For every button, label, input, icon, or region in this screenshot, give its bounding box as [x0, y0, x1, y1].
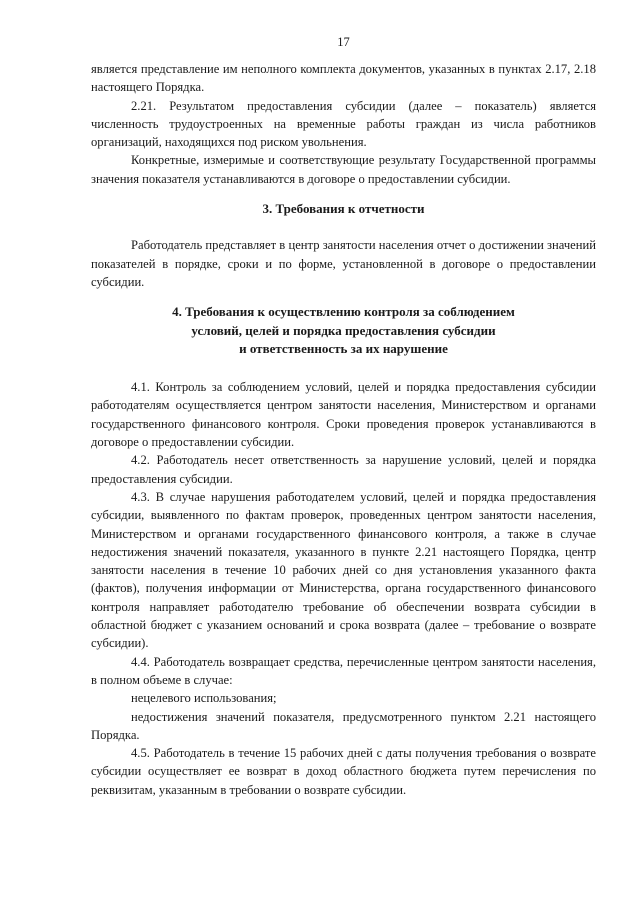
section-4-heading — [91, 303, 596, 358]
section-3-heading: 3. Требования к отчетности — [262, 201, 425, 217]
section-4-heading-line: и ответственность за их нарушение — [239, 340, 448, 356]
section-4-heading-line: условий, целей и порядка предоставления субсидии — [191, 322, 496, 338]
paragraph-reporting: Работодатель представляет в центр занятости населения отчет о достижении значений показателей в порядке, сроки и по форме, установленной в договоре о предоставлении субсидии. — [91, 238, 596, 289]
paragraph-4-3: 4.3. В случае нарушения работодателем условий, целей и порядка предоставления субсидии, выявленного по фактам проверок, проведенных центром занятости населения, Министерством и органами государственного финансового контроля, а также в случае недостижения значений показателя, указанного в пункте 2.21 настоящего Порядка, центр занятости населения в течение 10 рабочих дней со дня установления указанного факта (фактов), получения информации от Министерства, органа государственного финансового контроля направляет работодателю требование об обеспечении возврата субсидии в областной бюджет с указанием оснований и срока возврата (далее – требование о возврате субсидии). — [91, 489, 596, 651]
paragraph-4-1: 4.1. Контроль за соблюдением условий, целей и порядка предоставления субсидии работодателям осуществляется центром занятости населения, Министерством и органами государственного финансового контроля. Сроки проведения проверок устанавливаются в договоре о предоставлении субсидии. — [91, 380, 596, 450]
paragraph-4-4-item-indicator: недостижения значений показателя, предусмотренного пунктом 2.21 настоящего Порядка. — [91, 709, 596, 742]
document-page — [91, 34, 596, 799]
paragraph-4-5: 4.5. Работодатель в течение 15 рабочих дней с даты получения требования о возврате субсидии осуществляет ее возврат в доход областного бюджета путем перечисления по реквизитам, указанным в требовании о возврате субсидии. — [91, 746, 596, 797]
paragraph-4-2: 4.2. Работодатель несет ответственность за нарушение условий, целей и порядка предоставления субсидии. — [91, 453, 596, 486]
paragraph-2-21: 2.21. Результатом предоставления субсидии (далее – показатель) является численность трудоустроенных на временные работы граждан из числа работников организаций, находящихся под риском увольнения. — [91, 98, 596, 150]
paragraph-4-4: 4.4. Работодатель возвращает средства, перечисленные центром занятости населения, в полном объеме в случае: — [91, 654, 596, 687]
paragraph-4-4-item-misuse: нецелевого использования; — [131, 691, 277, 706]
page-number: 17 — [337, 35, 350, 49]
section-4-heading-line: 4. Требования к осуществлению контроля за соблюдением — [172, 304, 515, 320]
paragraph-continuation: является представление им неполного комплекта документов, указанных в пунктах 2.17, 2.18 настоящего Порядка. — [91, 62, 596, 95]
paragraph-indicator-values: Конкретные, измеримые и соответствующие результату Государственной программы значения показателя устанавливаются в договоре о предоставлении субсидии. — [91, 153, 596, 186]
